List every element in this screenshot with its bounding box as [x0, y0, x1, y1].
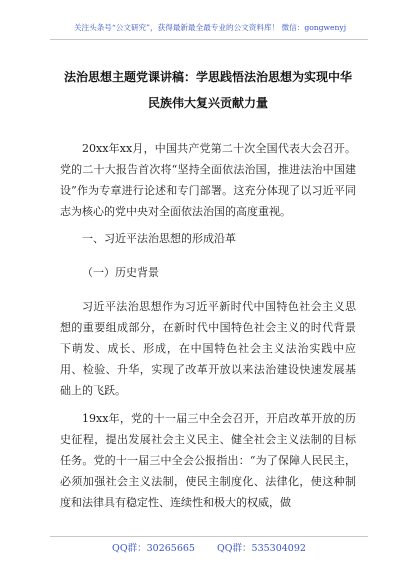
document-title: 法治思想主题党课讲稿：学思践悟法治思想为实现中华民族伟大复兴贡献力量	[63, 70, 352, 110]
paragraph-intro: 20xx年xx月，中国共产党第二十次全国代表大会召开。党的二十大报告首次将“坚持全面依法治国，推进法治中国建设”作为专章进行论述和专门部署。这充分体现了以习近平同志为核心的党中央对全面依法治国的高度重视。	[60, 142, 356, 218]
footer-qq-2: QQ群：535304092	[216, 543, 306, 554]
footer	[50, 540, 368, 554]
subsection-heading: （一）历史背景	[82, 266, 159, 279]
header-divider	[50, 39, 368, 40]
header-banner: 关注头条号“公文研究”，获得最新最全最专业的公文资料库！ 微信：gongwenyj	[73, 23, 347, 32]
paragraph-background: 习近平法治思想作为习近平新时代中国特色社会主义思想的重要组成部分，在新时代中国特色社会主义的时代背景下萌发、成长、形成，在中国特色社会主义法治实践中应用、检验、升华，实现了改革开放以来法治建设快速发展基础上的飞跃。	[60, 300, 356, 397]
footer-qq-1: QQ群：30265665	[112, 543, 195, 554]
paragraph-history: 19xx年，党的十一届三中全会召开，开启改革开放的历史征程，提出发展社会主义民主、健全社会主义法制的目标任务。党的十一届三中全会公报指出：“为了保障人民民主，必须加强社会主义法制，使民主制度化、法律化，使这种制度和法律具有稳定性、连续性和极大的权威，做	[60, 412, 356, 509]
footer-divider	[50, 536, 368, 537]
section-heading: 一、习近平法治思想的形成沿革	[82, 232, 236, 245]
